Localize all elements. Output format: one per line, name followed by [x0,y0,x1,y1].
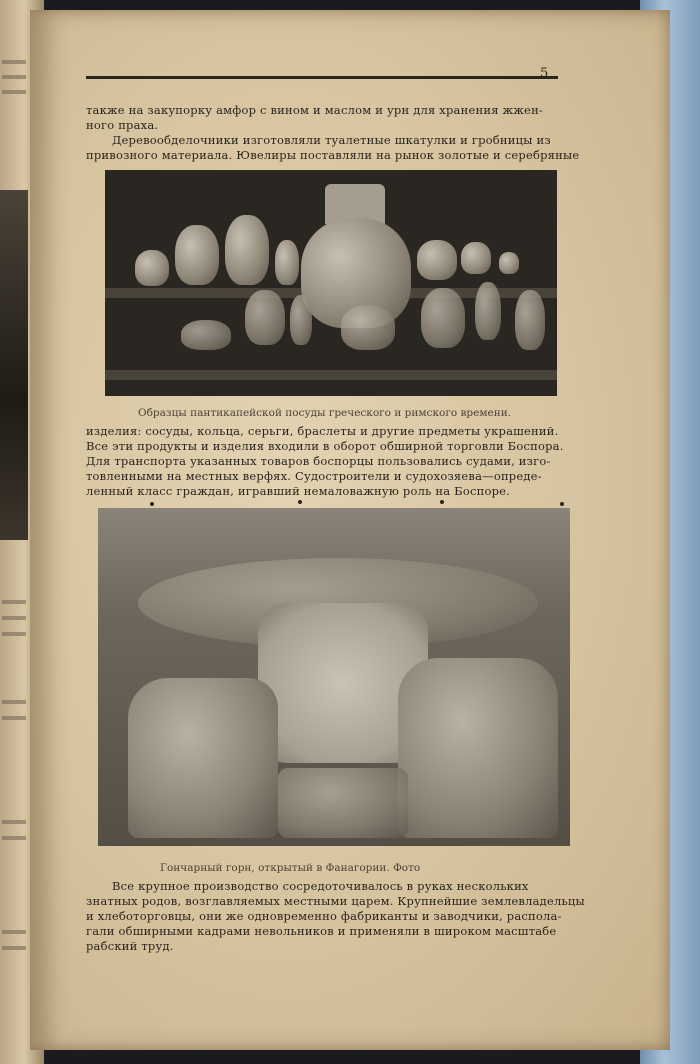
vessel [417,240,457,280]
paragraph-2 [86,424,596,499]
figure-caption: Образцы пантикапейской посуды греческого и римского времени. [138,407,512,419]
facing-page-photo [0,190,28,540]
facing-page-text-line [2,716,26,720]
vessel [225,215,269,285]
kiln-floor [278,768,408,838]
vessel [341,305,395,350]
figure-caption: Гончарный горн, открытый в Фанагории. Фото [160,862,421,874]
facing-page-text-line [2,60,26,64]
text-line: изделия: сосуды, кольца, серьги, браслеты и другие предметы украшений. [86,424,559,438]
facing-page-text-line [2,632,26,636]
shelf [105,370,557,380]
text-line: знатных родов, возглавляемых местными царем. Крупнейшие землевладельцы [86,894,585,908]
text-line: Все крупное производство сосредоточивалось в руках нескольких [112,879,529,893]
facing-page-text-line [2,930,26,934]
text-line: гали обширными кадрами невольников и применяли в широком масштабе [86,924,557,938]
facing-page-text-line [2,616,26,620]
paragraph-1 [86,103,596,163]
text-line: привозного материала. Ювелиры поставляли на рынок золотые и серебряные [86,148,580,162]
page-number: 5 [540,66,549,81]
text-line: Деревообделочники изготовляли туалетные шкатулки и гробницы из [112,133,551,147]
text-line: Все эти продукты и изделия входили в оборот обширной торговли Боспора. [86,439,564,453]
kiln-wall [398,658,558,838]
kiln-wall [128,678,278,838]
facing-page-text-line [2,90,26,94]
text-line: и хлеботорговцы, они же одновременно фабриканты и заводчики, распола- [86,909,562,923]
facing-page-text-line [2,700,26,704]
kiln-photo [98,508,570,846]
print-mark [150,502,154,506]
print-mark [560,502,564,506]
facing-page-text-line [2,836,26,840]
text-line: также на закупорку амфор с вином и маслом и урн для хранения жжен- [86,103,544,117]
facing-page-text-line [2,820,26,824]
text-line: товленными на местных верфях. Судостроители и судохозяева—опреде- [86,469,542,483]
vessel [421,288,465,348]
vessel [499,252,519,274]
facing-page-text-line [2,600,26,604]
vessel [175,225,219,285]
pottery-photo [105,170,557,396]
vessel [245,290,285,345]
vessel [275,240,299,285]
vessel [461,242,491,274]
vessel [135,250,169,286]
facing-page-text-line [2,75,26,79]
text-line: рабский труд. [86,939,174,953]
vessel [515,290,545,350]
book-page [30,10,670,1050]
text-line: Для транспорта указанных товаров боспорцы пользовались судами, изго- [86,454,551,468]
text-line: ного праха. [86,118,159,132]
facing-page-text-line [2,946,26,950]
vessel [181,320,231,350]
print-mark [440,500,444,504]
paragraph-3 [86,879,596,954]
vessel [475,282,501,340]
text-line: ленный класс граждан, игравший немаловажную роль на Боспоре. [86,484,511,498]
header-rule [86,76,558,79]
vessel [290,295,312,345]
print-mark [298,500,302,504]
